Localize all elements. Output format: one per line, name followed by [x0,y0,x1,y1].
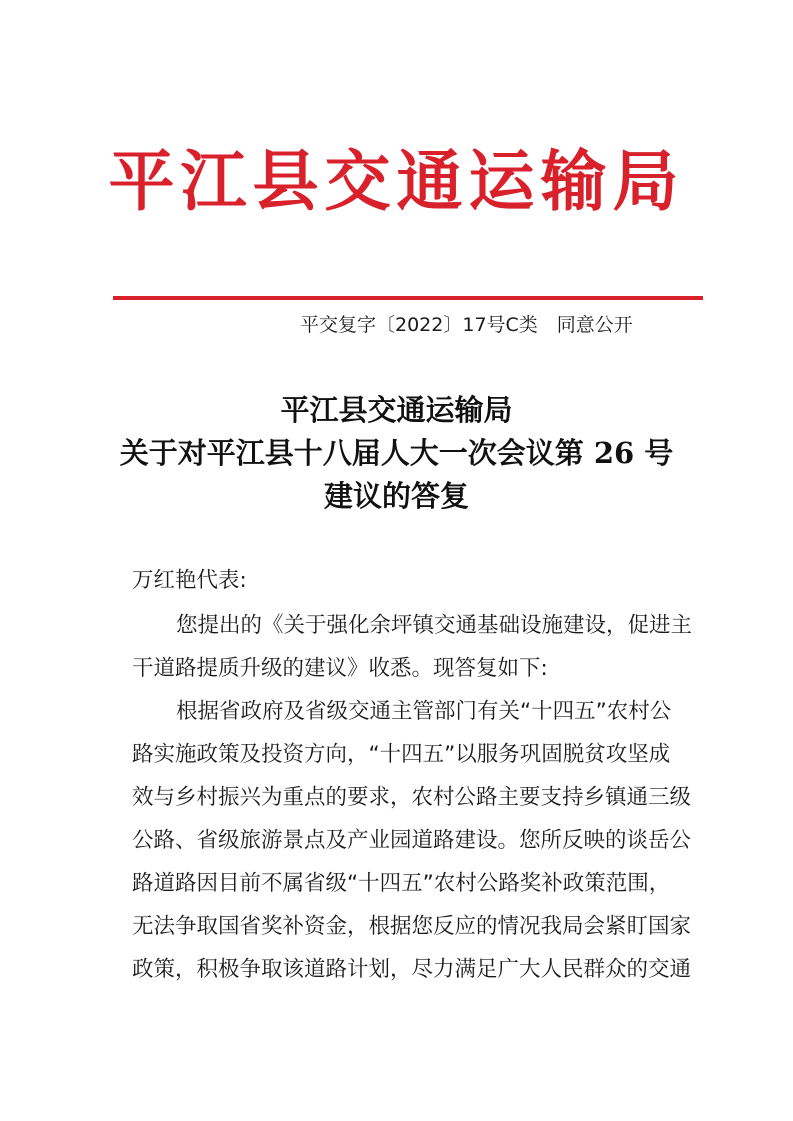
letterhead-agency-name: 平江县交通运输局 [108,142,685,220]
title-line-1: 平江县交通运输局 [280,393,513,427]
letterhead-red-rule [113,296,703,300]
title-line-3: 建议的答复 [323,479,469,513]
paragraph-2-line-6: 无法争取国省奖补资金，根据您反应的情况我局会紧盯国家 [132,914,692,939]
paragraph-2-line-3: 效与乡村振兴为重点的要求，农村公路主要支持乡镇通三级 [132,785,692,810]
paragraph-2-line-1: 根据省政府及省级交通主管部门有关“十四五”农村公 [176,699,672,724]
title-line-2: 关于对平江县十八届人大一次会议第 26 号 [119,436,674,470]
paragraph-1-line-2: 干道路提质升级的建议》收悉。现答复如下: [132,656,548,681]
paragraph-1-line-1: 您提出的《关于强化余坪镇交通基础设施建设，促进主 [176,613,693,638]
paragraph-2-line-5: 路道路因目前不属省级“十四五”农村公路奖补政策范围， [132,871,671,896]
paragraph-2-line-2: 路实施政策及投资方向，“十四五”以服务巩固脱贫攻坚成 [132,742,671,767]
paragraph-2-line-7: 政策，积极争取该道路计划，尽力满足广大人民群众的交通 [132,957,692,982]
document-number: 平交复字〔2022〕17号C类 同意公开 [300,314,633,336]
paragraph-2-line-4: 公路、省级旅游景点及产业园道路建设。您所反映的谈岳公 [132,828,692,853]
salutation: 万红艳代表: [132,568,247,593]
